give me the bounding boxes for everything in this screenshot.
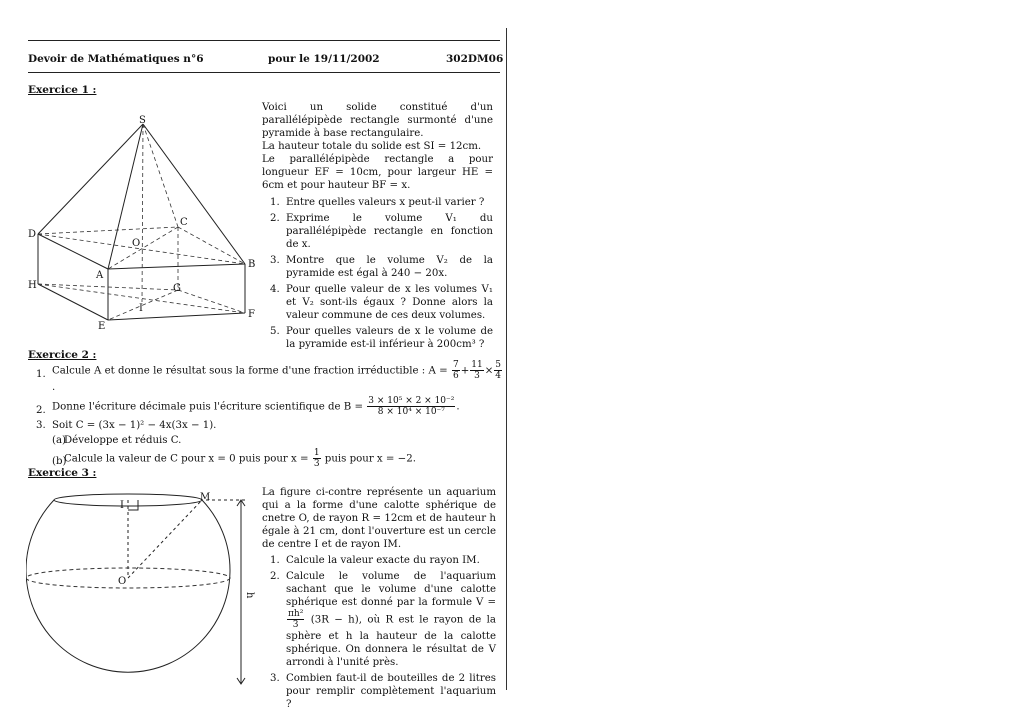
ex1-q1: 1. Entre quelles valeurs x peut-il varier ?	[270, 197, 485, 208]
ex2-q3b: (b) Calcule la valeur de C pour x = 0 puis pour x = $\frac{1}{3}$ puis pour x = −2.	[52, 448, 416, 469]
right-margin-line	[506, 28, 507, 690]
ex3-q2: 2. Calcule le volume de l'aquarium sachant que le volume d'une calotte sphérique est donné par la formule V = $\frac{\text{πh²}}{3}$ (3R − h), où R est le rayon de la sphère et h la hauteur de la calotte sphérique. On donnera le résultat de V arrondi à l'unité près.	[270, 571, 496, 668]
label-G: G	[173, 283, 181, 294]
label-F: F	[248, 309, 255, 320]
label-H: H	[28, 280, 37, 291]
ex1-intro: Voici un solide constitué d'un parallélépipède rectangle surmonté d'une pyramide à base rectangulaire.	[262, 102, 493, 139]
label-E: E	[98, 321, 106, 332]
ex2-q1: 1. Calcule A et donne le résultat sous la forme d'une fraction irréductible : A = $\frac{7}{6}$ + $\frac{11}{3}$ × $\frac{5}{4}$ .	[36, 360, 501, 393]
label-A: A	[96, 270, 104, 281]
label-D: D	[28, 229, 37, 240]
label-M: M	[200, 492, 211, 503]
ex3-text	[262, 486, 496, 714]
label-B: B	[248, 259, 256, 270]
ex2-q2: 2. Donne l'écriture décimale puis l'écriture scientifique de B = $\frac{\text{3 × 10⁵ × 2 × 10⁻²}}{\text{8 × 10⁴ × 10⁻⁷}}$ .	[36, 396, 460, 417]
header-rule	[28, 72, 500, 73]
ex1-dims: Le parallélépipède rectangle a pour longueur EF = 10cm, pour largeur HE = 6cm et pour hauteur BF = x.	[262, 154, 493, 191]
label-I-aquarium: I	[120, 500, 124, 511]
ex3-title: Exercice 3 :	[28, 467, 97, 479]
ex1-text	[262, 101, 493, 354]
ex1-q4: 4. Pour quelle valeur de x les volumes V₁ et V₂ sont-ils égaux ? Donne alors la valeur commune de ces deux volumes.	[270, 284, 493, 321]
ex2-frac-11-3: $\frac{11}{3}$	[471, 360, 483, 381]
aquarium-figure	[26, 486, 260, 688]
ex3-frac-volume: $\frac{\text{πh²}}{3}$	[288, 609, 304, 630]
doc-date: pour le 19/11/2002	[268, 53, 380, 65]
ex3-intro: La figure ci-contre représente un aquarium qui a la forme d'une calotte sphérique de cnetre O, de rayon R = 12cm et de hauteur h égale à 21 cm, dont l'ouverture est un cercle de centre I et de rayon IM.	[262, 487, 496, 550]
ex2-q3a: (a) Développe et réduis C.	[52, 435, 182, 446]
ex2-frac-5-4: $\frac{5}{4}$	[495, 360, 501, 381]
ex2-q3: 3. Soit C = (3x − 1)² − 4x(3x − 1). (a) Développe et réduis C. (b) Calcule la valeur de C pour x = 0 puis pour x = $\frac{1}{3}$ puis pour x = −2.	[28, 419, 503, 469]
doc-code: 302DM06	[446, 53, 504, 65]
ex1-height: La hauteur totale du solide est SI = 12cm.	[262, 141, 482, 152]
ex3-q3: 3. Combien faut-il de bouteilles de 2 litres pour remplir complètement l'aquarium ?	[270, 673, 496, 710]
ex3-questions	[262, 554, 496, 711]
top-rule	[28, 40, 500, 41]
ex1-questions	[262, 196, 493, 351]
ex2-title: Exercice 2 :	[28, 349, 97, 361]
ex1-q3: 3. Montre que le volume V₂ de la pyramide est égal à 240 − 20x.	[270, 255, 493, 279]
ex1-title: Exercice 1 :	[28, 84, 97, 96]
ex1-q5: 5. Pour quelles valeurs de x le volume de la pyramide est-il inférieur à 200cm³ ?	[270, 326, 493, 350]
label-C: C	[180, 217, 188, 228]
ex2-questions	[28, 360, 503, 469]
label-S: S	[139, 115, 146, 126]
ex2-frac-7-6: $\frac{7}{6}$	[452, 360, 459, 381]
pyramid-figure	[26, 112, 266, 336]
label-O: O	[132, 238, 141, 249]
ex2-frac-B: $\frac{\text{3 × 10⁵ × 2 × 10⁻²}}{\text{8 × 10⁴ × 10⁻⁷}}$	[368, 396, 455, 417]
ex1-q2: 2. Exprime le volume V₁ du parallélépipède rectangle en fonction de x.	[270, 213, 493, 250]
label-h: h	[244, 592, 255, 599]
doc-title: Devoir de Mathématiques n°6	[28, 53, 204, 65]
label-I: I	[139, 303, 143, 314]
label-O-aquarium: O	[118, 576, 127, 587]
ex2-frac-1-3: $\frac{1}{3}$	[313, 448, 320, 469]
ex3-q1: 1. Calcule la valeur exacte du rayon IM.	[270, 555, 480, 566]
